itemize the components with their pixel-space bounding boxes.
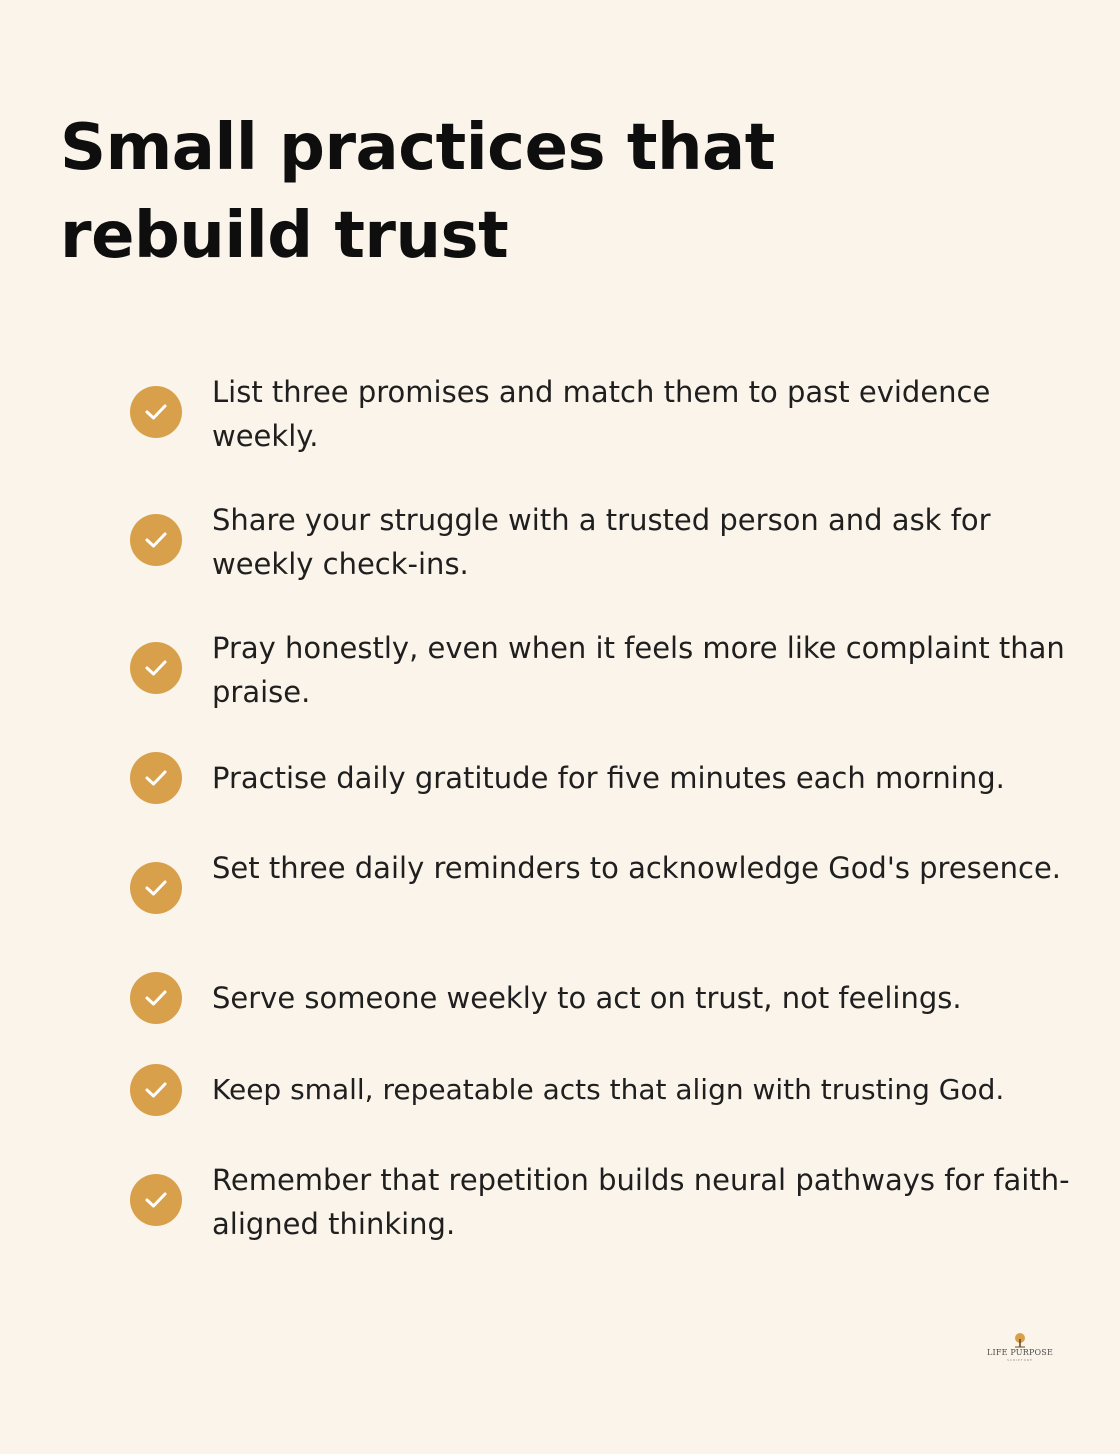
page-title: Small practices that rebuild trust [60, 111, 775, 273]
brand-logo [985, 1332, 1055, 1368]
check-icon [130, 752, 182, 804]
check-icon [130, 1064, 182, 1116]
logo-subtext: SCRIPTURE [1007, 1358, 1033, 1362]
check-icon [130, 514, 182, 566]
check-icon [130, 1174, 182, 1226]
check-icon [130, 386, 182, 438]
list-item-text: Practise daily gratitude for five minutes each morning. [212, 761, 1005, 795]
tree-icon [1011, 1332, 1029, 1348]
check-icon [130, 972, 182, 1024]
logo-text: LIFE PURPOSE [986, 1348, 1054, 1357]
list-item-text: Pray honestly, even when it feels more like complaint than praise. [212, 631, 1065, 709]
list-item [130, 1158, 1070, 1246]
list-item-text: Share your struggle with a trusted person and ask for weekly check-ins. [212, 503, 991, 581]
list-item-text: Remember that repetition builds neural pathways for faith-aligned thinking. [212, 1163, 1070, 1241]
list-item-text: Set three daily reminders to acknowledge God's presence. [212, 851, 1062, 885]
list-item [130, 370, 1070, 458]
list-item-text: Keep small, repeatable acts that align with trusting God. [212, 1073, 1005, 1106]
check-icon [130, 642, 182, 694]
list-item [130, 1064, 1070, 1116]
list-item [130, 498, 1070, 586]
list-item-text: List three promises and match them to past evidence weekly. [212, 375, 991, 453]
list-item [130, 752, 1070, 804]
list-item [130, 626, 1070, 714]
list-item [130, 846, 1070, 934]
list-item-text: Serve someone weekly to act on trust, not feelings. [212, 981, 962, 1015]
list-item [130, 972, 1070, 1024]
check-icon [130, 862, 182, 914]
